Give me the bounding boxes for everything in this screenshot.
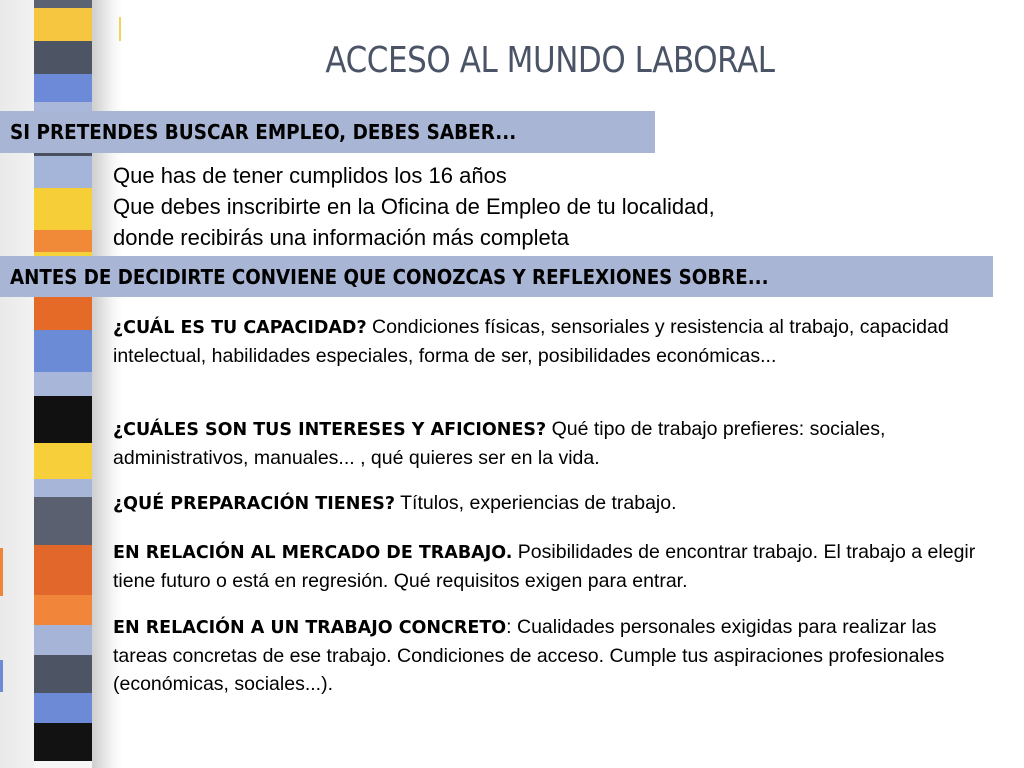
topic-question: ¿CUÁLES SON TUS INTERESES Y AFICIONES?: [113, 420, 547, 440]
stripe-segment: [34, 74, 92, 102]
topic-text: : Cualidades personales exigidas para realizar las tareas concretas de ese trabajo. Condiciones de acceso. Cumple tus aspiraciones profesionales (económicas, sociales...).: [113, 616, 945, 695]
stripe-segment: [34, 655, 92, 693]
stripe-segment: [34, 230, 92, 252]
topic-capacity: [113, 313, 983, 370]
stripe-segment: [34, 625, 92, 655]
topic-question: ¿QUÉ PREPARACIÓN TIENES?: [113, 494, 396, 514]
stripe-segment: [34, 372, 92, 396]
topic-preparation: [113, 489, 983, 518]
topic-specific-job: [113, 613, 983, 698]
slide-title: ACCESO AL MUNDO LABORAL: [325, 40, 775, 81]
section-header-text: SI PRETENDES BUSCAR EMPLEO, DEBES SABER...: [10, 120, 517, 144]
topic-question: EN RELACIÓN AL MERCADO DE TRABAJO.: [113, 543, 513, 563]
stripe-segment: [34, 396, 92, 443]
stripe-segment: [34, 8, 92, 41]
edge-accent-mark: [119, 17, 121, 41]
requirement-line: Que has de tener cumplidos los 16 años: [113, 163, 507, 188]
topic-text: Qué tipo de trabajo prefieres: sociales, administrativos, manuales... , qué quieres ser en la vida.: [113, 418, 886, 469]
section-header-requirements: [0, 111, 655, 153]
stripe-segment: [34, 479, 92, 497]
stripe-segment: [34, 595, 92, 625]
topic-question: EN RELACIÓN A UN TRABAJO CONCRETO: [113, 618, 507, 638]
stripe-segment: [34, 545, 92, 595]
stripe-segment: [34, 156, 92, 188]
left-edge-tick: [0, 660, 3, 692]
stripe-segment: [34, 188, 92, 230]
stripe-segment: [34, 693, 92, 723]
topic-text: Condiciones físicas, sensoriales y resistencia al trabajo, capacidad intelectual, habilidades especiales, forma de ser, posibilidades económicas...: [113, 316, 949, 367]
stripe-segment: [34, 0, 92, 8]
topic-job-market: [113, 538, 983, 595]
stripe-segment: [34, 761, 92, 768]
topic-question: ¿CUÁL ES TU CAPACIDAD?: [113, 318, 367, 338]
requirement-line: donde recibirás una información más completa: [113, 225, 570, 250]
stripe-segment: [34, 443, 92, 479]
requirements-text: [113, 160, 833, 253]
section-header-text: ANTES DE DECIDIRTE CONVIENE QUE CONOZCAS Y REFLEXIONES SOBRE...: [10, 265, 769, 289]
requirement-line: Que debes inscribirte en la Oficina de Empleo de tu localidad,: [113, 194, 715, 219]
stripe-segment: [34, 497, 92, 545]
stripe-segment: [34, 41, 92, 74]
topic-interests: [113, 415, 983, 472]
left-edge-tick: [0, 548, 3, 596]
topic-text: Títulos, experiencias de trabajo.: [395, 492, 677, 514]
topic-text: Posibilidades de encontrar trabajo. El trabajo a elegir tiene futuro o está en regresión. Qué requisitos exigen para entrar.: [113, 541, 976, 592]
stripe-segment: [34, 330, 92, 372]
section-header-reflection: [0, 256, 993, 297]
stripe-segment: [34, 723, 92, 761]
